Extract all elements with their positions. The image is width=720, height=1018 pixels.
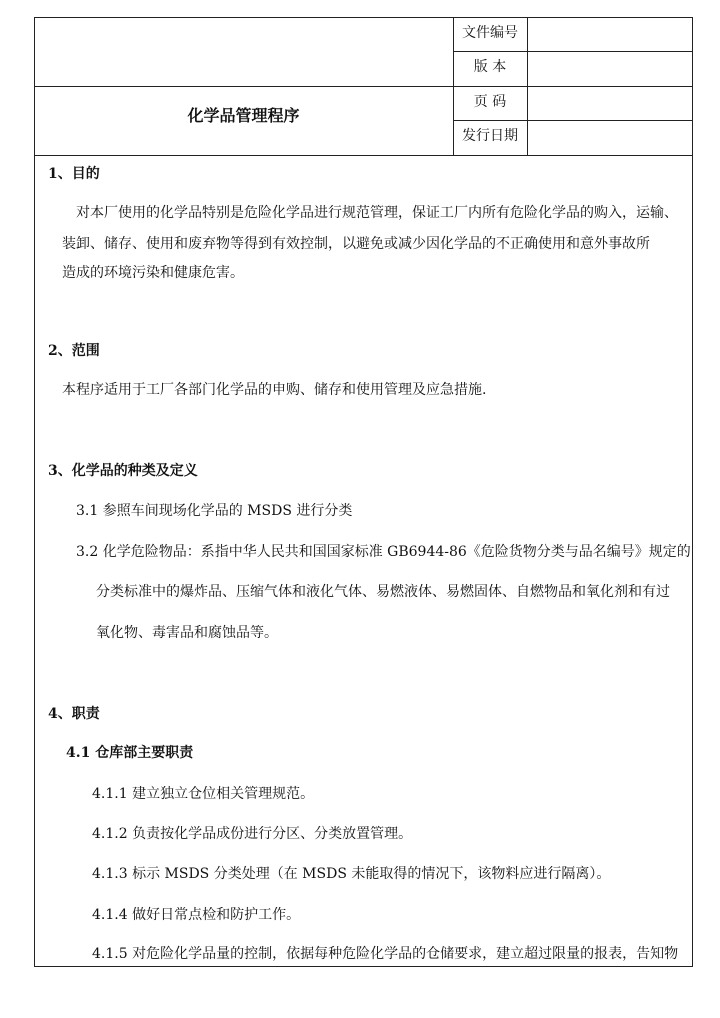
field-label-issue-date: 发行日期 <box>462 128 518 144</box>
section-2-line-1: 本程序适用于工厂各部门化学品的申购、储存和使用管理及应急措施. <box>62 382 487 398</box>
field-label-version: 版 本 <box>473 59 507 75</box>
header-col-divider-2 <box>527 17 528 155</box>
section-2-heading: 2、范围 <box>48 343 100 359</box>
field-label-page: 页 码 <box>473 94 507 110</box>
header-divider-3 <box>453 120 693 121</box>
section-1-heading: 1、目的 <box>48 166 100 182</box>
section-4-1-heading: 4.1 仓库部主要职责 <box>66 745 194 761</box>
section-4-1-item-3: 4.1.3 标示 MSDS 分类处理（在 MSDS 未能取得的情况下，该物料应进行隔离）。 <box>92 866 611 882</box>
section-4-heading: 4、职责 <box>48 706 100 722</box>
section-4-1-item-4: 4.1.4 做好日常点检和防护工作。 <box>92 907 301 923</box>
section-3-heading: 3、化学品的种类及定义 <box>48 463 198 479</box>
section-3-item-2-line-1: 3.2 化学危险物品：系指中华人民共和国国家标准 GB6944-86《危险货物分类与品名编号》规定的 <box>76 544 691 560</box>
section-4-1-item-2: 4.1.2 负责按化学品成份进行分区、分类放置管理。 <box>92 826 413 842</box>
section-3-item-2-line-2: 分类标准中的爆炸品、压缩气体和液化气体、易燃液体、易燃固体、自燃物品和氧化剂和有过 <box>96 584 670 600</box>
section-1-line-1: 对本厂使用的化学品特别是危险化学品进行规范管理，保证工厂内所有危险化学品的购入，运输、 <box>76 205 678 221</box>
section-3-item-1: 3.1 参照车间现场化学品的 MSDS 进行分类 <box>76 503 353 519</box>
section-1-line-3: 造成的环境污染和健康危害。 <box>62 265 244 281</box>
header-divider-1 <box>453 51 693 52</box>
section-4-1-item-1: 4.1.1 建立独立仓位相关管理规范。 <box>92 786 315 802</box>
header-bottom-border <box>34 155 693 156</box>
section-3-item-2-line-3: 氧化物、毒害品和腐蚀品等。 <box>96 625 278 641</box>
field-label-doc-number: 文件编号 <box>462 25 518 41</box>
header-divider-main <box>34 86 693 87</box>
document-title: 化学品管理程序 <box>187 106 300 125</box>
section-4-1-item-5: 4.1.5 对危险化学品量的控制，依据每种危险化学品的仓储要求，建立超过限量的报表，告知物 <box>92 946 679 962</box>
section-1-line-2: 装卸、储存、使用和废弃物等得到有效控制，以避免或减少因化学品的不正确使用和意外事故所 <box>62 236 650 252</box>
